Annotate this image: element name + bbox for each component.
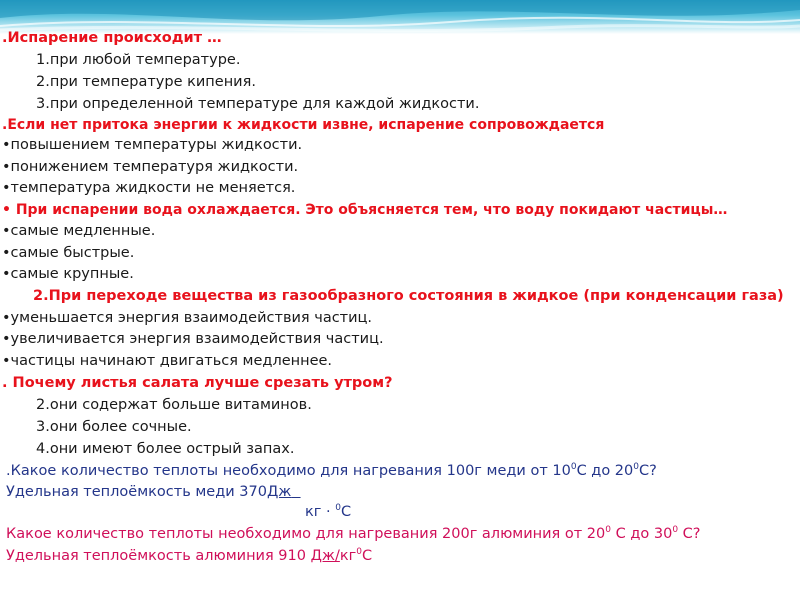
unit-numerator: Дж [266, 484, 292, 500]
answer-4-1: •уменьшается энергия взаимодействия частиц. [2, 310, 373, 326]
question-2: .Если нет притока энергии к жидкости извне, испарение сопровождается [2, 117, 605, 133]
task-1-heat-label: Удельная теплоёмкость меди 370 [6, 484, 267, 500]
answer-5-2: 3.они более сочные. [36, 419, 192, 435]
degree-sup: 0 [633, 462, 639, 473]
task-1-unit-denominator [305, 502, 351, 522]
answer-1-2: 2.при температуре кипения. [36, 74, 256, 90]
question-4: 2.При переходе вещества из газообразного состояния в жидкое (при конденсации газа) [33, 288, 784, 304]
task-2-heat-capacity [6, 546, 372, 566]
question-5: . Почему листья салата лучше срезать утром? [2, 375, 393, 391]
unit-celsius: С [340, 504, 352, 520]
quiz-content [0, 26, 800, 600]
unit-kg: кг [339, 548, 357, 564]
unit-joule: Дж/ [310, 548, 340, 564]
task-1-question [6, 461, 657, 481]
answer-2-1: •повышением температуры жидкости. [2, 137, 303, 153]
answer-5-1: 2.они содержат больше витаминов. [36, 397, 312, 413]
degree-sup: 0 [605, 525, 611, 536]
degree-sup: 0 [570, 462, 577, 473]
answer-3-1: •самые медленные. [2, 223, 156, 239]
task-2-heat-label: Удельная теплоёмкость алюминия 910 [6, 548, 311, 564]
question-3: • При испарении вода охлаждается. Это объясняется тем, что воду покидают частицы… [2, 202, 728, 218]
answer-3-3: •самые крупные. [2, 266, 134, 282]
question-1: .Испарение происходит … [2, 30, 222, 46]
unit-celsius: С [362, 548, 373, 564]
answer-4-2: •увеличивается энергия взаимодействия частиц. [2, 331, 384, 347]
answer-1-1: 1.при любой температуре. [36, 52, 241, 68]
task-1-question-end: С? [639, 463, 657, 479]
task-2-question-text: Какое количество теплоты необходимо для нагревания 200г алюминия от 20 [6, 526, 606, 542]
unit-dot: · [326, 504, 331, 520]
answer-2-2: •понижением температуря жидкости. [2, 159, 299, 175]
answer-5-3: 4.они имеют более острый запах. [36, 441, 295, 457]
task-1-question-mid: С до 20 [576, 463, 634, 479]
task-1-heat-capacity [6, 482, 301, 502]
task-2-question [6, 524, 700, 544]
answer-1-3: 3.при определенной температуре для каждой жидкости. [36, 96, 480, 112]
degree-sup: 0 [335, 503, 341, 514]
answer-4-3: •частицы начинают двигаться медленнее. [2, 353, 333, 369]
task-1-question-text: .Какое количество теплоты необходимо для нагревания 100г меди от 10 [6, 463, 571, 479]
degree-sup: 0 [672, 525, 679, 536]
answer-2-3: •температура жидкости не меняется. [2, 180, 296, 196]
task-2-question-end: С? [678, 526, 701, 542]
task-2-question-mid: С до 30 [611, 526, 673, 542]
degree-sup: 0 [356, 547, 362, 558]
unit-denominator: кг [305, 504, 322, 520]
fraction-line [291, 484, 300, 500]
answer-3-2: •самые быстрые. [2, 245, 135, 261]
